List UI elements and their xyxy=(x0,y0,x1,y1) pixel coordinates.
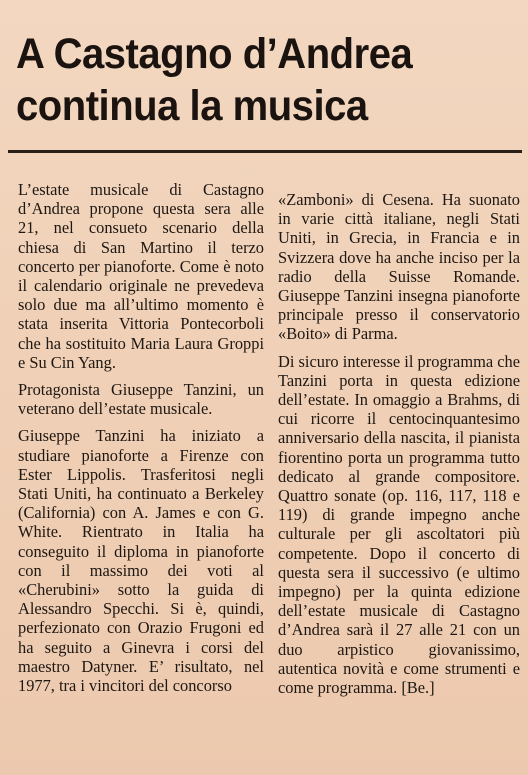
headline-line-1: A Castagno d’Andrea xyxy=(16,30,413,78)
headline-line-2: continua la musica xyxy=(16,82,368,130)
headline xyxy=(16,28,483,132)
paragraph-protagonist: Protagonista Giuseppe Tanzini, un veterano dell’estate musicale. xyxy=(18,380,264,419)
headline-divider xyxy=(8,150,522,153)
paragraph-career: «Zamboni» di Cesena. Ha suonato in varie città italiane, negli Stati Uniti, in Grecia, in Francia e in Svizzera dove ha anche inciso per la radio della Suisse Romande. Giuseppe Tanzini insegna pianoforte principale presso il conservatorio «Boito» di Parma. xyxy=(278,190,520,344)
paragraph-intro: L’estate musicale di Castagno d’Andrea propone questa sera alle 21, nel consueto scenario della chiesa di San Martino il terzo concerto per pianoforte. Come è noto il calendario originale ne prevedeva solo due ma all’ultimo momento è stata inserita Vittoria Pontecorboli che ha sostituito Maria Laura Groppi e Su Cin Yang. xyxy=(18,180,264,372)
right-column xyxy=(278,190,520,705)
left-column xyxy=(18,180,264,705)
paragraph-program: Di sicuro interesse il programma che Tanzini porta in questa edizione dell’estate. In omaggio a Brahms, di cui ricorre il centocinquantesimo anniversario della nascita, il pianista fiorentino porta un programma tutto dedicato al grande compositore. Quattro sonate (op. 116, 117, 118 e 119) di grande impegno anche culturale per gli ascoltatori più competente. Dopo il concerto di questa sera il successivo (e ultimo impegno) per la quinta edizione dell’estate musicale di Castagno d’Andrea sarà il 27 alle 21 con un duo arpistico giovanissimo, autentica novità e come strumenti e come programma. [Be.] xyxy=(278,351,520,698)
article-body xyxy=(18,180,520,705)
paragraph-biography: Giuseppe Tanzini ha iniziato a studiare pianoforte a Firenze con Ester Lippolis. Trasferitosi negli Stati Uniti, ha continuato a Berkeley (California) con A. James e con G. White. Rientrato in Italia ha conseguito il diploma in pianoforte con il massimo dei voti al «Cherubini» sotto la guida di Alessandro Specchi. Si è, quindi, perfezionato con Orazio Frugoni ed ha seguito a Ginevra i corsi del maestro Datyner. E’ risultato, nel 1977, tra i vincitori del concorso xyxy=(18,426,264,696)
